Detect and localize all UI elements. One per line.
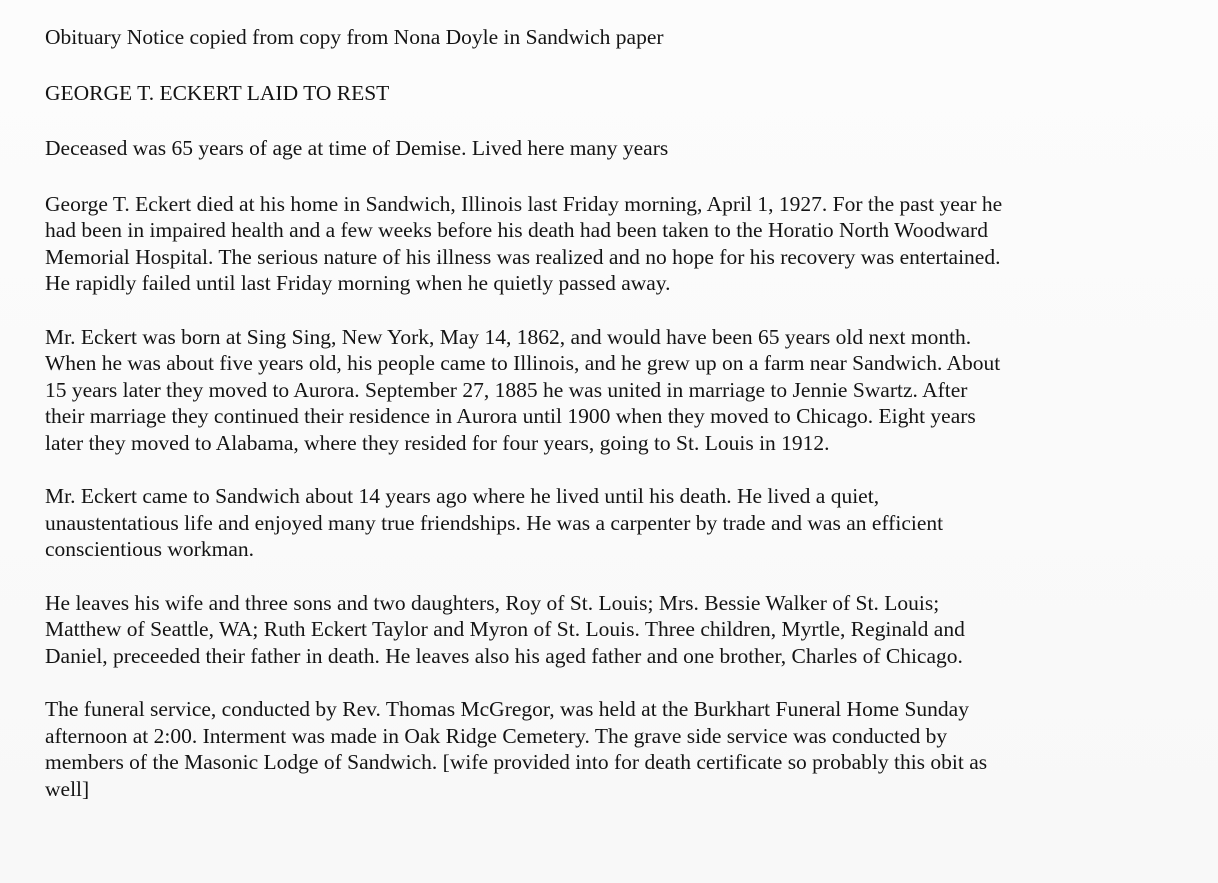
paragraph-line: George T. Eckert died at his home in Sandwich, Illinois last Friday morning, April 1, 1927. For the past year he — [45, 191, 1003, 216]
subhead: Deceased was 65 years of age at time of Demise. Lived here many years — [45, 136, 669, 160]
paragraph-line: unaustentatious life and enjoyed many true friendships. He was a carpenter by trade and was an efficient — [45, 510, 944, 535]
paragraph-line: Matthew of Seattle, WA; Ruth Eckert Taylor and Myron of St. Louis. Three children, Myrtle, Reginald and — [45, 617, 965, 641]
paragraph-line: 15 years later they moved to Aurora. September 27, 1885 he was united in marriage to Jennie Swartz. After — [45, 377, 968, 402]
paragraph-line: conscientious workman. — [45, 537, 254, 561]
paragraph-funeral — [45, 696, 1178, 802]
source-note: Obituary Notice copied from copy from Nona Doyle in Sandwich paper — [45, 25, 664, 49]
paragraph-line: Mr. Eckert came to Sandwich about 14 years ago where he lived until his death. He lived a quiet, — [45, 484, 880, 508]
paragraph-line: Mr. Eckert was born at Sing Sing, New York, May 14, 1862, and would have been 65 years old next month. — [45, 324, 972, 349]
headline: GEORGE T. ECKERT LAID TO REST — [45, 80, 390, 105]
paragraph-line: well] — [45, 776, 90, 801]
paragraph-line: Memorial Hospital. The serious nature of his illness was realized and no hope for his recovery was entertained. — [45, 244, 1001, 269]
paragraph-line: had been in impaired health and a few weeks before his death had been taken to the Horatio North Woodward — [45, 218, 988, 242]
paragraph-line: members of the Masonic Lodge of Sandwich. [wife provided into for death certificate so probably this obit as — [45, 750, 988, 774]
paragraph-line: He leaves his wife and three sons and two daughters, Roy of St. Louis; Mrs. Bessie Walker of St. Louis; — [45, 590, 940, 615]
paragraph-line: He rapidly failed until last Friday morning when he quietly passed away. — [45, 271, 671, 295]
paragraph-line: their marriage they continued their residence in Aurora until 1900 when they moved to Chicago. Eight years — [45, 404, 976, 428]
paragraph-survivors — [45, 590, 1178, 670]
paragraph-line: Daniel, preceeded their father in death. He leaves also his aged father and one brother, Charles of Chicago. — [45, 643, 963, 668]
paragraph-death — [45, 191, 1178, 297]
paragraph-line: later they moved to Alabama, where they resided for four years, going to St. Louis in 1912. — [45, 430, 830, 455]
paragraph-line: afternoon at 2:00. Interment was made in Oak Ridge Cemetery. The grave side service was conducted by — [45, 723, 948, 748]
paragraph-character — [45, 483, 1178, 563]
paragraph-line: When he was about five years old, his people came to Illinois, and he grew up on a farm near Sandwich. About — [45, 351, 1001, 375]
paragraph-biography — [45, 324, 1178, 457]
paragraph-line: The funeral service, conducted by Rev. Thomas McGregor, was held at the Burkhart Funeral Home Sunday — [45, 697, 969, 721]
